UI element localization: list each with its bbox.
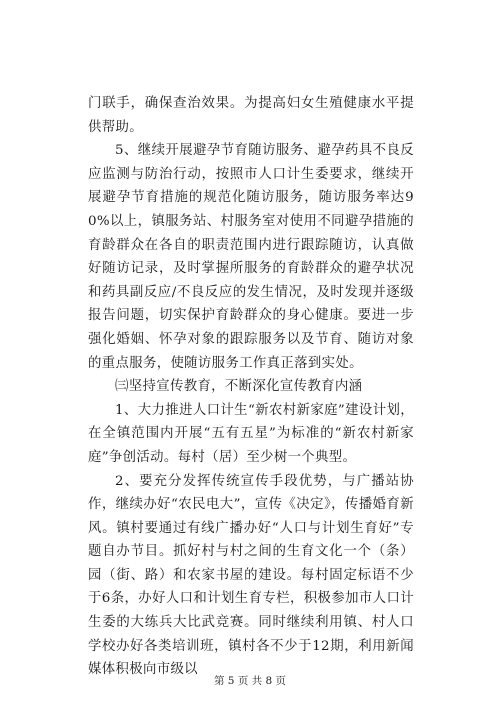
page-number-footer: 第 5 页 共 8 页 [213, 675, 287, 687]
section-heading-publicity-education: ㈢坚持宣传教育，不断深化宣传教育内涵 [115, 379, 363, 395]
paragraph-continuation: 门联手，确保查治效果。为提高妇女生殖健康水平提供帮助。 [88, 96, 414, 135]
paragraph-item-1-new-family: 1、大力推进人口计生“新农村新家庭”建设计划，在全镇范围内开展“五有五星”为标准的“新农村新家庭”争创活动。每村（居）至少树一个典型。 [88, 402, 414, 465]
paragraph-item-2-traditional-publicity: 2、要充分发挥传统宣传手段优势，与广播站协作，继续办好“农民电大”，宣传《决定》，传播婚育新风。镇村要通过有线广播办好“人口与计划生育好”专题自办节目。抓好村与村之间的生育文化一个（条）园（街、路）和农家书屋的建设。每村固定标语不少于6条，办好人口和计划生育专栏，积极参加市人口计生委的大练兵大比武竞赛。同时继续利用镇、村人口学校办好各类培训班，镇村各不少于12期，利用新闻媒体积极向市级以 [88, 473, 414, 678]
document-body [88, 92, 414, 682]
paragraph-item-5-followup-service: 5、继续开展避孕节育随访服务、避孕药具不良反应监测与防治行动，按照市人口计生委要求，继续开展避孕节育措施的规范化随访服务，随访服务率达90%以上，镇服务站、村服务室对使用不同避孕措施的育龄群众在各自的职责范围内进行跟踪随访，认真做好随访记录，及时掌握所服务的育龄群众的避孕状况和药具副反应/不良反应的发生情况，及时发现并逐级报告问题，切实保护育龄群众的身心健康。要进一步强化婚姻、怀孕对象的跟踪服务以及节育、随访对象的重点服务，使随访服务工作真正落到实处。 [88, 143, 414, 371]
